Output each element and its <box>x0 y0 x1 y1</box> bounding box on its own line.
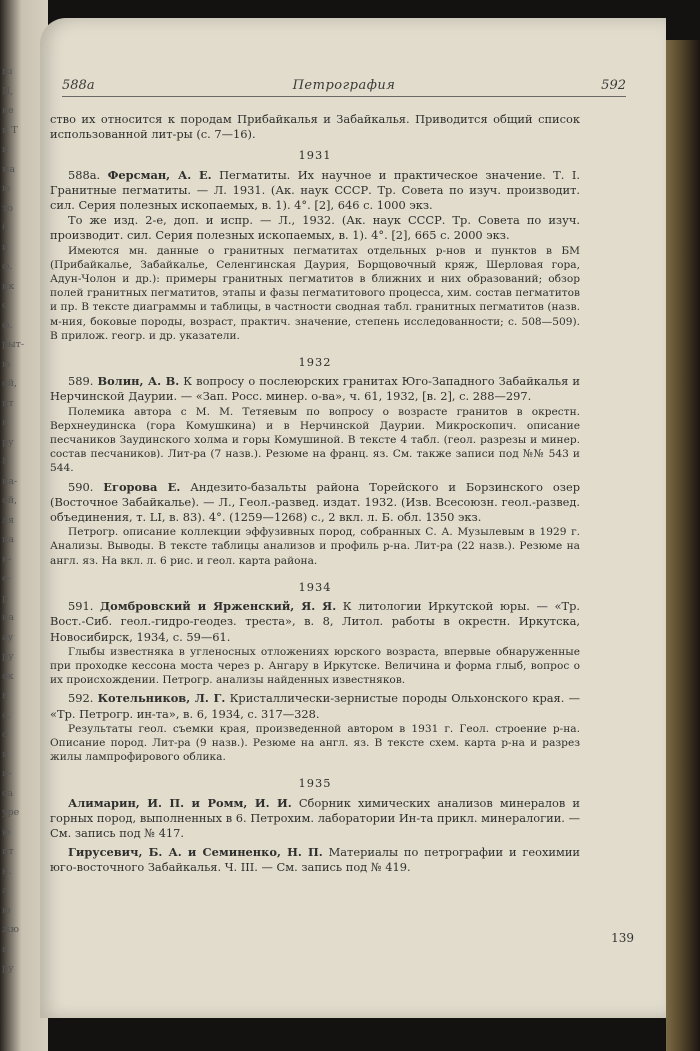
bibliography-entry <box>50 168 580 214</box>
entry-number: 590. <box>68 479 104 494</box>
left-fragment: то <box>2 202 13 214</box>
entry-number: 591. <box>68 599 100 614</box>
left-fragment: р <box>2 592 9 604</box>
left-fragment: 8 <box>2 456 9 467</box>
left-fragment: ма <box>2 163 16 175</box>
left-fragment: на <box>2 534 14 545</box>
left-fragment: ру <box>2 963 14 974</box>
entry-citation: Материалы по петрографии и геохимии юго-восточного Забайкалья. Ч. III. — См. запись под № 419. <box>50 845 580 875</box>
header-entry-range-end: 592 <box>601 78 626 93</box>
left-fragment: ру <box>2 436 14 448</box>
entry-citation: Сборник химических анализов минералов и горных пород, выполненных в 6. Петрохим. лаборатории Ин-та прикл. минералогии. — См. запись под № 417. <box>50 795 580 840</box>
page-text <box>50 112 580 882</box>
left-fragment: и <box>2 144 9 155</box>
entry-citation: Андезито-базальты района Торейского и Борзинского озер (Восточное Забайкалье). — Л., Геол.-развед. издат. 1932. (Изв. Всесоюзн. геол.-развед. объединения, т. LI, в. 83). 4°. (1259—1268) с., 2 вкл. л. Б. обл. 1350 экз. <box>50 479 581 525</box>
year-heading: 1934 <box>298 579 332 594</box>
entry-author: Гирусевич, Б. А. и Семиненко, Н. П. <box>68 845 323 860</box>
bibliography-entry <box>50 845 580 875</box>
left-fragment: нт <box>2 397 14 409</box>
left-fragment: в <box>2 943 8 955</box>
left-fragment: к <box>2 417 8 428</box>
entry-number: 589. <box>68 374 98 389</box>
entry-citation: К литологии Иркутской юры. — «Тр. Вост.-Сиб. геол.-гидро-геодез. треста», в. 8, Литол. работы в окрестн. Иркутска, Новосибирск, 1934, с. 59—61. <box>50 599 581 644</box>
left-fragment: ой, <box>2 495 18 506</box>
page-number: 139 <box>611 931 634 945</box>
left-fragment: рыт- <box>2 339 25 350</box>
left-fragment: уре <box>2 807 20 818</box>
entry-author: Волин, А. В. <box>97 374 180 389</box>
left-fragment: П, <box>2 85 14 97</box>
intro-paragraph: ство их относится к породам Прибайкалья и Забайкалья. Приводится общий список использованной лит-ры (с. 7—16). <box>50 112 580 142</box>
entry-annotation: Результаты геол. съемки края, произведенной автором в 1931 г. Геол. строение р-на. Описание пород. Лит-ра (9 назв.). Резюме на англ. яз. В тексте схем. карта р-на и разрез жилы лампрофирового облика. <box>50 722 580 764</box>
left-fragment: 6 <box>2 222 9 233</box>
left-fragment: ик <box>2 280 15 292</box>
section-gap <box>50 343 580 349</box>
left-fragment: ф. <box>2 261 13 272</box>
section-gap <box>50 568 580 574</box>
left-fragment: ок <box>2 670 14 682</box>
left-fragment: е- <box>2 573 11 584</box>
left-fragment: н- <box>2 768 12 779</box>
left-fragment: ке <box>2 105 14 116</box>
left-fragment: с <box>2 300 8 311</box>
year-heading: 1932 <box>298 355 332 370</box>
left-fragment: а <box>2 885 8 896</box>
left-fragment: и Т <box>2 124 18 136</box>
entry-author: Егорова Е. <box>103 479 181 494</box>
left-page-fragments <box>0 0 44 1051</box>
left-fragment: н. <box>2 865 12 877</box>
entry-citation: Пегматиты. Их научное и практическое значение. Т. I. Гранитные пегматиты. — Л. 1931. (Ак. наук СССР. Тр. Совета по изуч. производит. сил. Серия полезных ископаемых, в. 1). 4°. [2], 646 с. 1000 экз. <box>50 167 580 213</box>
left-fragment: и <box>2 241 9 253</box>
left-fragment: ау <box>2 631 14 643</box>
left-fragment: ю <box>2 904 11 916</box>
year-heading: 1931 <box>298 148 332 163</box>
entry-annotation: Имеются мн. данные о гранитных пегматитах отдельных р-нов и пунктов в БМ (Прибайкалье, Забайкалье, Селенгинская Даурия, Борщовочный кряж, Шерловая гора, Адун-Чолон и др.): примеры гранитных пегматитов в ближних и них образований; обзор полей гранитных пегматитов, этапы и фазы пегматитового процесса, хим. состав пегматитов и пр. В тексте диаграммы и таблицы, в частности сводная табл. гранитных пегматитов (назв. м-ния, боковые породы, возраст, практич. значение, степень исследованности; с. 508—509). В прилож. геогр. и др. указатели. <box>50 244 580 342</box>
entry-annotation: Петрогр. описание коллекции эффузивных пород, собранных С. А. Музылевым в 1929 г. Анализы. Выводы. В тексте таблицы анализов и профиль р-на. Лит-ра (22 назв.). Резюме на англ. яз. На вкл. л. 6 рис. и геол. карта района. <box>50 526 580 567</box>
left-fragment: о <box>2 729 8 740</box>
year-heading: 1935 <box>298 776 332 791</box>
entry-author: Котельников, Л. Г. <box>97 691 226 706</box>
left-fragment: с. <box>2 709 11 721</box>
left-fragment: ru <box>2 66 13 77</box>
left-fragment: ю <box>2 826 11 838</box>
header-entry-range-start: 588а <box>62 78 95 93</box>
entry-citation: Кристаллически-зернистые породы Ольхонского края. — «Тр. Петрогр. ин-та», в. 6, 1934, с. 317—328. <box>50 691 581 721</box>
entry-citation: К вопросу о послеюрских гранитах Юго-Западного Забайкалья и Нерчинской Даурии. — «Зап. Росс. минер. о-ва», ч. 61, 1932, [в. 2], с. 288—297. <box>50 374 581 404</box>
left-fragment: ой, <box>2 378 18 389</box>
left-fragment: ля <box>2 514 15 526</box>
header-section-title: Петрография <box>292 78 396 93</box>
left-fragment: к- <box>2 553 12 565</box>
left-fragment: на- <box>2 475 18 487</box>
left-fragment: са <box>2 787 13 799</box>
left-fragment: и <box>2 748 9 760</box>
entry-number: 588а. <box>68 167 108 182</box>
header-rule <box>62 96 626 97</box>
bibliography-entry <box>50 374 580 404</box>
running-header <box>62 78 626 98</box>
bibliography-entry <box>50 691 580 721</box>
entry-author: Ферсман, А. Е. <box>107 167 212 182</box>
entry-annotation: Глыбы известняка в угленосных отложениях юрского возраста, впервые обнаруженные при проходке кессона моста через р. Ангару в Иркутске. Величина и форма глыб, вопрос о их происхождении. Петрогр. анализы найденных известняков. <box>50 645 580 687</box>
left-fragment: ф. <box>2 319 13 331</box>
left-fragment: на <box>2 612 14 623</box>
entry-edition: То же изд. 2-е, доп. и испр. — Л., 1932. (Ак. наук СССР. Тр. Совета по изуч. производит. сил. Серия полезных ископаемых, в. 1). 4°. [2], 665 с. 2000 экз. <box>50 213 580 243</box>
left-fragment: ю <box>2 183 11 194</box>
bibliography-entry <box>50 599 580 645</box>
left-fragment: в <box>2 690 8 701</box>
book-cover-edge <box>666 40 700 1051</box>
section-gap <box>50 876 580 882</box>
left-fragment: жю <box>2 924 20 935</box>
bibliography-entry <box>50 796 580 842</box>
bibliography-entry <box>50 480 580 526</box>
entry-annotation: Полемика автора с М. М. Тетяевым по вопросу о возрасте гранитов в окрестн. Верхнеудинска (гора Комушкина) и в Нерчинской Даурии. Микроскопич. описание песчаников Заудинского холма и горы Комушиной. В тексте 4 табл. (геол. разрезы и минер. состав песчаников). Лит-ра (7 назв.). Резюме на франц. яз. См. также записи под №№ 543 и 544. <box>50 405 580 475</box>
section-gap <box>50 764 580 770</box>
left-fragment: ит <box>2 846 14 857</box>
entry-number: 592. <box>68 691 98 706</box>
entry-author: Домбровский и Ярженский, Я. Я. <box>99 599 337 614</box>
entry-author: Алимарин, И. П. и Ромм, И. И. <box>68 795 292 810</box>
left-fragment: ю <box>2 358 11 370</box>
left-fragment: ру <box>2 651 14 662</box>
